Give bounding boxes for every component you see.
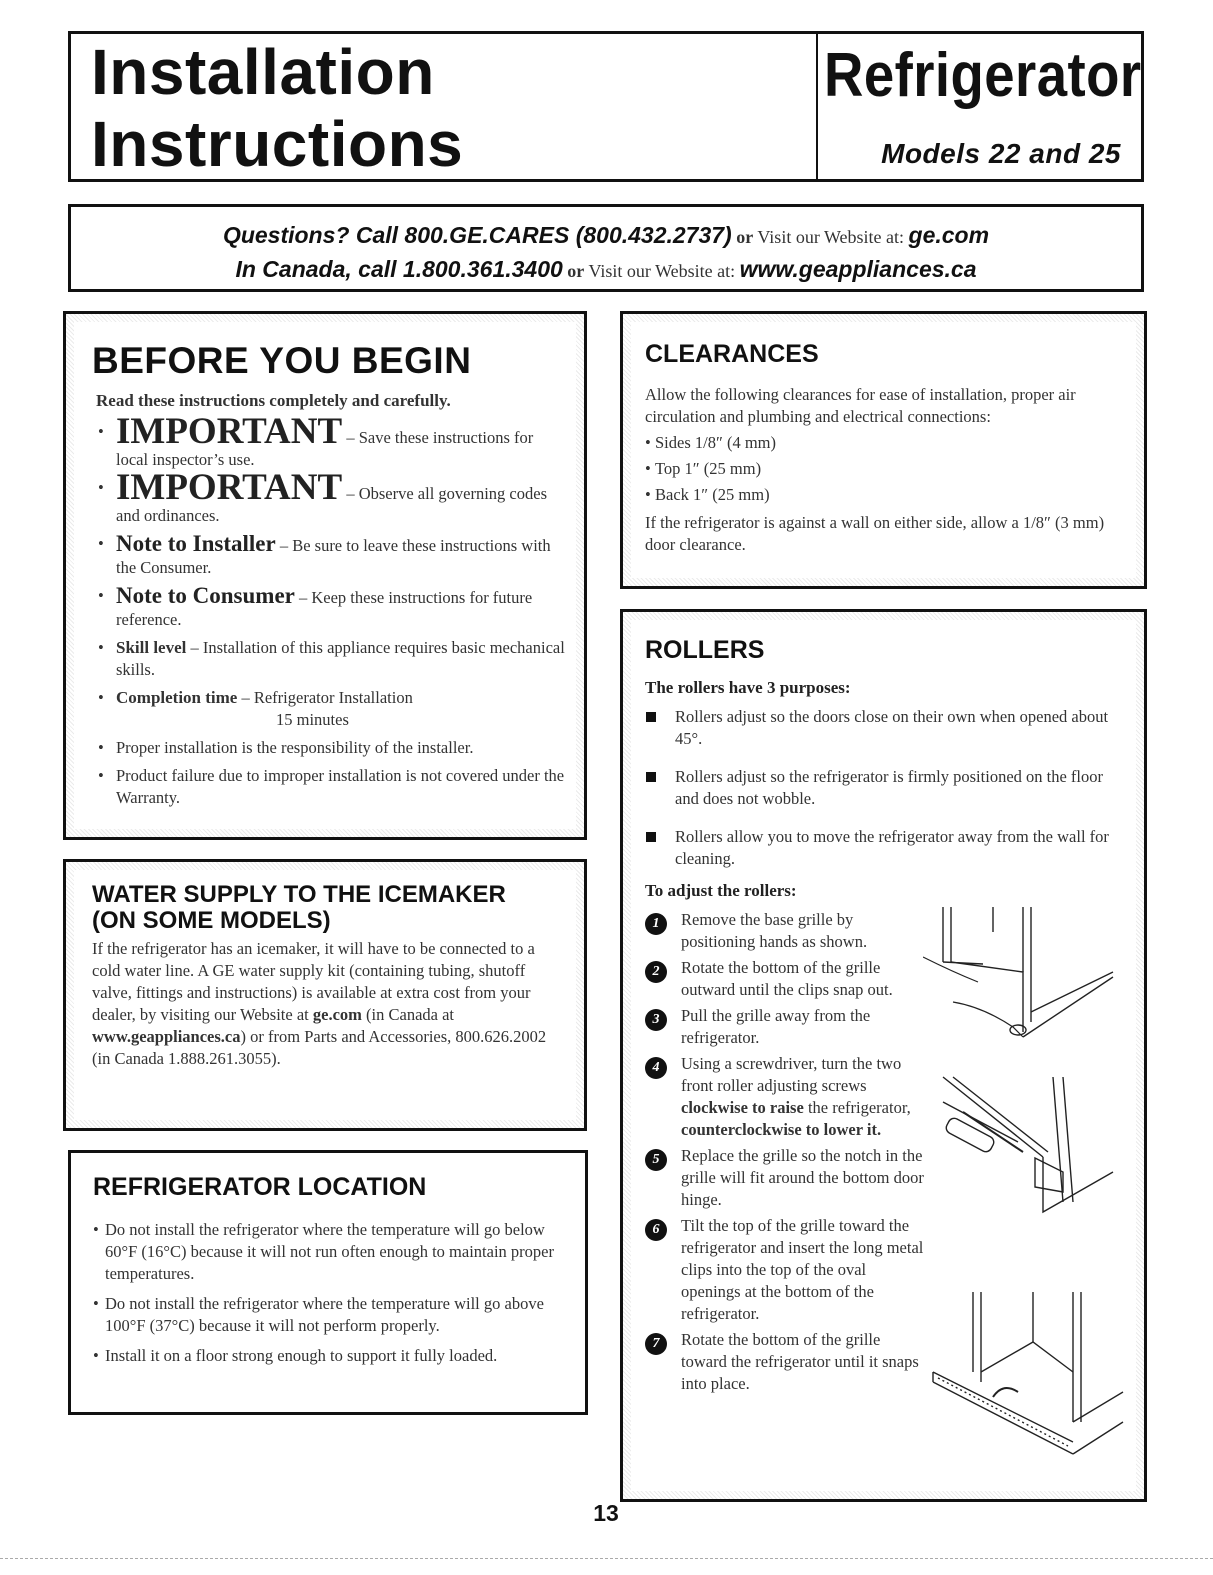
ge-link[interactable]: ge.com (312, 1005, 362, 1024)
page-number: 13 (593, 1500, 619, 1526)
purpose-item: Rollers adjust so the doors close on their own when opened about 45°. (645, 706, 1125, 750)
step-item (645, 909, 925, 953)
product-title: Refrigerator (824, 41, 1142, 110)
before-item-text: Product failure due to improper installation is not covered under the Warranty. (116, 766, 565, 807)
water-text-2: (in Canada at (361, 1005, 454, 1024)
before-item (96, 687, 566, 731)
visit-text: Visit our Website at: (588, 261, 740, 281)
before-item (96, 533, 566, 579)
contact-line-us (71, 219, 1141, 253)
water-body (92, 938, 567, 1070)
clearances-title: CLEARANCES (645, 340, 819, 368)
clearances-note: If the refrigerator is against a wall on either side, allow a 1/8″ (3 mm) door clearance. (645, 513, 1105, 554)
models-subtitle: Models 22 and 25 (881, 138, 1121, 169)
title-line1: Installation (91, 36, 435, 108)
water-text-1: If the refrigerator has an icemaker, it will have to be connected to a cold water line. A GE water supply kit (containing tubing, shutoff valve, fittings and instructions) is available at extra cost from your dealer, by visiting our Website at (92, 939, 535, 1024)
before-item-text: – Keep these instructions for future reference. (116, 588, 533, 629)
step-bold: clockwise to raise (681, 1098, 804, 1117)
step-item (645, 1145, 925, 1211)
before-item-lead: Note to Installer (116, 531, 276, 556)
screwdriver-handle (944, 1116, 996, 1154)
roller-adjustment-illustration (923, 902, 1133, 1492)
step-item (645, 1329, 925, 1395)
step-item (645, 1053, 925, 1141)
before-intro: Read these instructions completely and carefully. (96, 391, 451, 410)
location-item: • Install it on a floor strong enough to support it fully loaded. (93, 1345, 573, 1367)
rollers-intro: The rollers have 3 purposes: (645, 678, 851, 697)
us-phone: Questions? Call 800.GE.CARES (800.432.2737) (222, 222, 732, 248)
canada-phone: In Canada, call 1.800.361.3400 (235, 256, 563, 282)
step-text: Pull the grille away from the refrigerator. (681, 1006, 871, 1047)
fridge-lines-3 (973, 1292, 1081, 1422)
completion-minutes: 15 minutes (276, 710, 349, 729)
before-item (96, 467, 566, 527)
step-item (645, 1215, 925, 1325)
step-bold: counterclockwise to lower it. (681, 1120, 882, 1139)
fridge-lines-1 (943, 907, 1031, 1022)
rollers-panel (620, 609, 1147, 1502)
or-text: or (562, 261, 589, 281)
rollers-title: ROLLERS (645, 636, 765, 664)
contact-line-canada (71, 253, 1141, 287)
rollers-step-list (645, 909, 925, 1399)
step-item (645, 1005, 925, 1049)
clearances-panel (620, 311, 1147, 589)
geappliances-link[interactable]: www.geappliances.ca (92, 1027, 241, 1046)
step-text: Rotate the bottom of the grille outward until the clips snap out. (681, 958, 893, 999)
before-item-lead: Completion time (116, 688, 238, 707)
before-item (96, 585, 566, 631)
before-item-text: – Refrigerator Installation (237, 688, 413, 707)
header-divider (816, 34, 818, 179)
location-title: REFRIGERATOR LOCATION (93, 1173, 427, 1201)
adjust-title: To adjust the rollers: (645, 881, 797, 900)
step-number-icon: 6 (645, 1219, 667, 1241)
step-number-icon: 7 (645, 1333, 667, 1355)
purpose-item: Rollers allow you to move the refrigerator away from the wall for cleaning. (645, 826, 1125, 870)
before-item-lead: Note to Consumer (116, 583, 295, 608)
before-you-begin-panel (63, 311, 587, 840)
step-item (645, 957, 925, 1001)
title-line2: Instructions (91, 108, 464, 180)
before-item (96, 637, 566, 681)
clearance-item: • Back 1″ (25 mm) (645, 484, 1131, 506)
before-item (96, 411, 566, 471)
clearances-intro: Allow the following clearances for ease of installation, proper air circulation and plumbing and electrical connections: (645, 385, 1076, 426)
location-panel (68, 1150, 588, 1415)
before-list (96, 411, 566, 815)
step-number-icon: 5 (645, 1149, 667, 1171)
before-item-lead: IMPORTANT (116, 467, 343, 508)
step-text: Replace the grille so the notch in the grille will fit around the bottom door hinge. (681, 1146, 924, 1209)
rollers-purpose-list (645, 706, 1125, 886)
header-box (68, 31, 1144, 182)
water-title-line1: WATER SUPPLY TO THE ICEMAKER (92, 881, 506, 908)
step-number-icon: 3 (645, 1009, 667, 1031)
location-item: • Do not install the refrigerator where the temperature will go above 100°F (37°C) because it will not perform properly. (93, 1293, 573, 1337)
before-item (96, 765, 566, 809)
canada-website-link[interactable]: www.geappliances.ca (739, 256, 977, 282)
water-supply-panel (63, 859, 587, 1131)
step-text: Remove the base grille by positioning hands as shown. (681, 910, 868, 951)
before-item-text: Proper installation is the responsibility of the installer. (116, 738, 474, 757)
us-website-link[interactable]: ge.com (908, 222, 990, 248)
step-text: the refrigerator, (803, 1098, 911, 1117)
purpose-item: Rollers adjust so the refrigerator is firmly positioned on the floor and does not wobble. (645, 766, 1125, 810)
step-text: Tilt the top of the grille toward the refrigerator and insert the long metal clips into the top of the oval openings at the bottom of the refrigerator. (681, 1216, 924, 1323)
before-item-text: – Be sure to leave these instructions with the Consumer. (116, 536, 551, 577)
clearance-item: • Top 1″ (25 mm) (645, 458, 1131, 480)
before-item-lead: IMPORTANT (116, 411, 343, 452)
step-number-icon: 4 (645, 1057, 667, 1079)
location-item: • Do not install the refrigerator where the temperature will go below 60°F (16°C) because it will not run often enough to maintain proper temperatures. (93, 1219, 573, 1285)
water-title (92, 882, 506, 934)
clearances-body (645, 384, 1131, 556)
water-text-3: ) or from Parts and Accessories, 800.626.2002 (in Canada 1.888.261.3055). (92, 1027, 547, 1068)
contact-box (68, 204, 1144, 292)
before-item (96, 737, 566, 759)
visit-text: Visit our Website at: (757, 227, 909, 247)
or-text: or (731, 227, 758, 247)
before-item-text: – Installation of this appliance requires basic mechanical skills. (116, 638, 565, 679)
before-item-text: – Observe all governing codes and ordinances. (116, 484, 548, 525)
bottom-rule (0, 1558, 1213, 1559)
step-text: Rotate the bottom of the grille toward the refrigerator until it snaps into place. (681, 1330, 919, 1393)
step-text: Using a screwdriver, turn the two front roller adjusting screws (681, 1054, 902, 1095)
clearances-list (645, 432, 1131, 506)
before-item-lead: Skill level (116, 638, 187, 657)
location-list (93, 1219, 573, 1375)
before-title: BEFORE YOU BEGIN (92, 340, 472, 381)
clearance-item: • Sides 1/8″ (4 mm) (645, 432, 1131, 454)
water-title-line2: (ON SOME MODELS) (92, 907, 331, 934)
step-number-icon: 2 (645, 961, 667, 983)
before-item-text: – Save these instructions for local inspector’s use. (116, 428, 534, 469)
step-number-icon: 1 (645, 913, 667, 935)
